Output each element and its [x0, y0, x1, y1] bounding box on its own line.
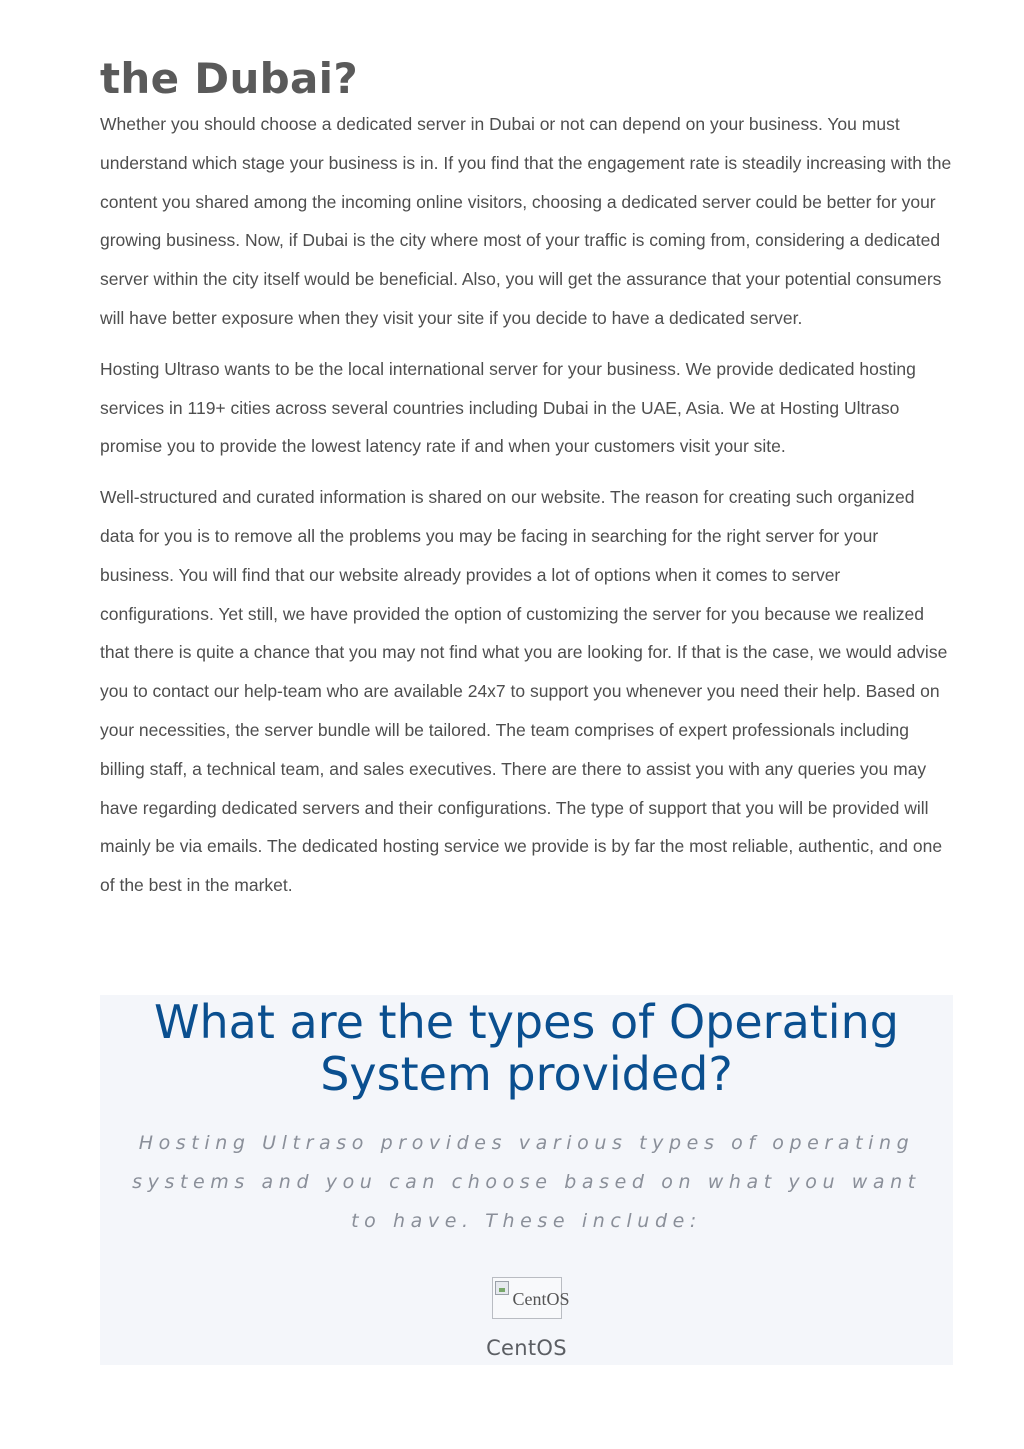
- operating-systems-section: [100, 995, 953, 1365]
- paragraph-website-information: Well-structured and curated information is shared on our website. The reason for creating such organized data for you is to remove all the problems you may be facing in searching for the right server for your business. You will find that our website already provides a lot of options when it comes to server configurations. Yet still, we have provided the option of customizing the server for you because we realized that there is quite a chance that you may not find what you are looking for. If that is the case, we would advise you to contact our help-team who are available 24x7 to support you whenever you need their help. Based on your necessities, the server bundle will be tailored. The team comprises of expert professionals including billing staff, a technical team, and sales executives. There are there to assist you with any queries you may have regarding dedicated servers and their configurations. The type of support that you will be provided will mainly be via emails. The dedicated hosting service we provide is by far the most reliable, authentic, and one of the best in the market.: [100, 487, 948, 896]
- broken-image-icon: [495, 1281, 509, 1295]
- paragraph-choose-dedicated-server: Whether you should choose a dedicated server in Dubai or not can depend on your business. You must understand which stage your business is in. If you find that the engagement rate is steadily increasing with the content you shared among the incoming online visitors, choosing a dedicated server could be better for your growing business. Now, if Dubai is the city where most of your traffic is coming from, considering a dedicated server within the city itself would be beneficial. Also, you will get the assurance that your potential consumers will have better exposure when they visit your site if you decide to have a dedicated server.: [100, 114, 952, 328]
- centos-logo-image: [492, 1277, 570, 1319]
- centos-logo-alt-text: CentOS: [512, 1289, 570, 1309]
- section-heading: the Dubai?: [100, 54, 359, 103]
- paragraph-hosting-ultraso-intro: Hosting Ultraso wants to be the local international server for your business. We provide dedicated hosting services in 119+ cities across several countries including Dubai in the UAE, Asia. We at Hosting Ultraso promise you to provide the lowest latency rate if and when your customers visit your site.: [100, 358, 916, 457]
- os-item-centos: [100, 1277, 953, 1360]
- os-section-title: What are the types of Operating System provided?: [154, 995, 899, 1101]
- os-item-name: CentOS: [486, 1336, 567, 1360]
- os-section-subtitle: Hosting Ultraso provides various types of operating systems and you can choose based on what you want to have. These include:: [132, 1132, 921, 1232]
- article-body: [100, 50, 953, 917]
